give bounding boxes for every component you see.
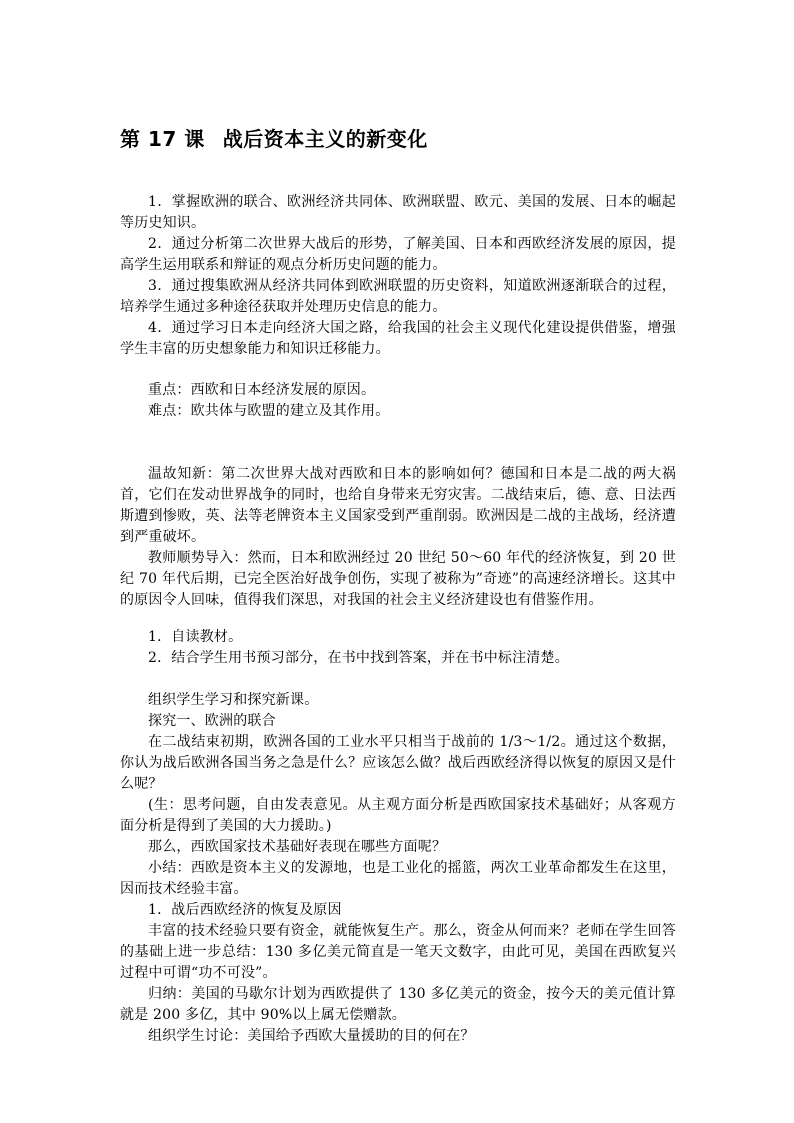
lesson-paragraph: 归纳：美国的马歇尔计划为西欧提供了 130 多亿美元的资金，按今天的美元值计算就是 200 多亿，其中 90%以上属无偿赠款。	[120, 986, 676, 1023]
objective-paragraph: 2．通过分析第二次世界大战后的形势，了解美国、日本和西欧经济发展的原因，提高学生运用联系和辩证的观点分析历史问题的能力。	[120, 236, 676, 273]
objective-paragraph: 4．通过学习日本走向经济大国之路，给我国的社会主义现代化建设提供借鉴，增强学生丰富的历史想象能力和知识迁移能力。	[120, 320, 676, 357]
difficulty-point: 难点：欧共体与欧盟的建立及其作用。	[148, 403, 390, 419]
lesson-paragraph: 组织学生学习和探究新课。	[148, 692, 319, 708]
new-lesson-section	[120, 690, 676, 1047]
lead-in-paragraph: 教师顺势导入：然而，日本和欧洲经过 20 世纪 50～60 年代的经济恢复，到 20 世纪 70 年代后期，已完全医治好战争创伤，实现了被称为”奇迹”的高速经济增长。这其中的原因令人回味，值得我们深思，对我国的社会主义经济建设也有借鉴作用。	[120, 550, 676, 608]
lesson-title	[120, 123, 428, 152]
review-paragraph: 温故知新：第二次世界大战对西欧和日本的影响如何？德国和日本是二战的两大祸首，它们在发动世界战争的同时，也给自身带来无穷灾害。二战结束后，德、意、日法西斯遭到惨败，英、法等老牌资本主义国家受到严重削弱。欧洲因是二战的主战场，经济遭到严重破坏。	[120, 466, 676, 545]
lesson-paragraph: 小结：西欧是资本主义的发源地，也是工业化的摇篮，两次工业革命都发生在这里，因而技术经验丰富。	[120, 860, 676, 897]
objective-paragraph: 3．通过搜集欧洲从经济共同体到欧洲联盟的历史资料，知道欧洲逐渐联合的过程，培养学生通过多种途径获取并处理历史信息的能力。	[120, 278, 676, 315]
preview-section	[120, 627, 676, 669]
lesson-number: 第 17 课	[120, 127, 205, 151]
lesson-paragraph: 组织学生讨论：美国给予西欧大量援助的目的何在？	[148, 1028, 475, 1044]
lesson-paragraph: 探究一、欧洲的联合	[148, 713, 276, 729]
preview-item: 1．自读教材。	[148, 629, 243, 645]
preview-item: 2．结合学生用书预习部分，在书中找到答案，并在书中标注清楚。	[148, 650, 569, 666]
lesson-paragraph: 1．战后西欧经济的恢复及原因	[148, 902, 342, 918]
focus-section	[120, 380, 676, 422]
introduction-section	[120, 464, 676, 611]
objective-paragraph: 1．掌握欧洲的联合、欧洲经济共同体、欧洲联盟、欧元、美国的发展、日本的崛起等历史知识。	[120, 194, 676, 231]
lesson-paragraph: 丰富的技术经验只要有资金，就能恢复生产。那么，资金从何而来？老师在学生回答的基础上进一步总结：130 多亿美元简直是一笔天文数字，由此可见，美国在西欧复兴过程中可谓“功不可没”。	[120, 923, 676, 981]
key-point: 重点：西欧和日本经济发展的原因。	[148, 382, 376, 398]
lesson-paragraph: (生：思考问题，自由发表意见。从主观方面分析是西欧国家技术基础好；从客观方面分析是得到了美国的大力援助。)	[120, 797, 676, 834]
lesson-name: 战后资本主义的新变化	[222, 127, 428, 151]
objectives-section	[120, 192, 676, 360]
lesson-paragraph: 那么，西欧国家技术基础好表现在哪些方面呢？	[148, 839, 447, 855]
lesson-paragraph: 在二战结束初期，欧洲各国的工业水平只相当于战前的 1/3～1/2。通过这个数据，你认为战后欧洲各国当务之急是什么？应该怎么做？战后西欧经济得以恢复的原因又是什么呢？	[120, 734, 676, 792]
